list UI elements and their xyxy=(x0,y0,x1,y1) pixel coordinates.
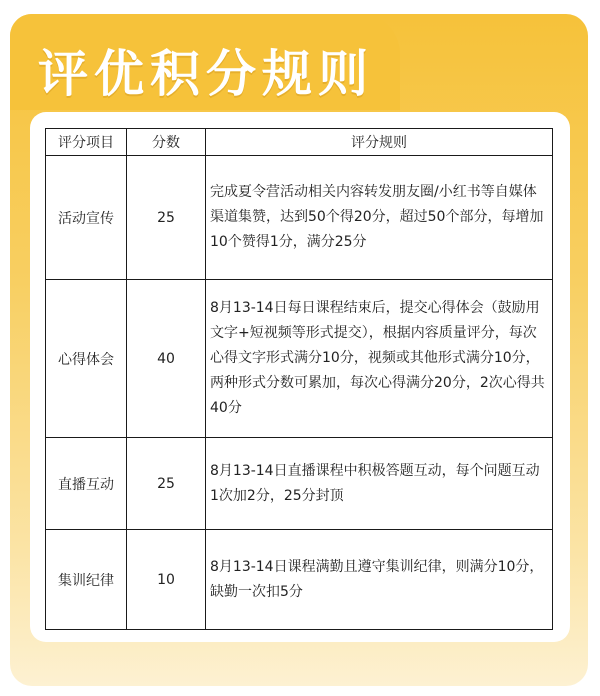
rules-table xyxy=(45,128,553,630)
row-rule: 8月13-14日每日课程结束后，提交心得体会（鼓励用文字+短视频等形式提交），根据内容质量评分，每次心得文字形式满分10分，视频或其他形式满分10分，两种形式分数可累加，每次心得满分20分，2次心得共40分 xyxy=(206,280,553,438)
row-score: 25 xyxy=(127,156,206,280)
row-item: 活动宣传 xyxy=(46,156,127,280)
row-item: 心得体会 xyxy=(46,280,127,438)
row-rule: 8月13-14日直播课程中积极答题互动，每个问题互动1次加2分，25分封顶 xyxy=(206,438,553,530)
page-title: 评优积分规则 xyxy=(38,45,374,103)
row-item: 直播互动 xyxy=(46,438,127,530)
row-rule: 完成夏令营活动相关内容转发朋友圈/小红书等自媒体渠道集赞，达到50个得20分，超过50个部分，每增加10个赞得1分，满分25分 xyxy=(206,156,553,280)
row-score: 10 xyxy=(127,530,206,630)
header-score: 分数 xyxy=(127,129,206,156)
table-row xyxy=(46,280,553,438)
table-row xyxy=(46,530,553,630)
header-item: 评分项目 xyxy=(46,129,127,156)
table-row xyxy=(46,156,553,280)
row-score: 25 xyxy=(127,438,206,530)
table-row xyxy=(46,438,553,530)
table-header-row xyxy=(46,129,553,156)
row-score: 40 xyxy=(127,280,206,438)
row-rule: 8月13-14日课程满勤且遵守集训纪律，则满分10分，缺勤一次扣5分 xyxy=(206,530,553,630)
row-item: 集训纪律 xyxy=(46,530,127,630)
header-rule: 评分规则 xyxy=(206,129,553,156)
